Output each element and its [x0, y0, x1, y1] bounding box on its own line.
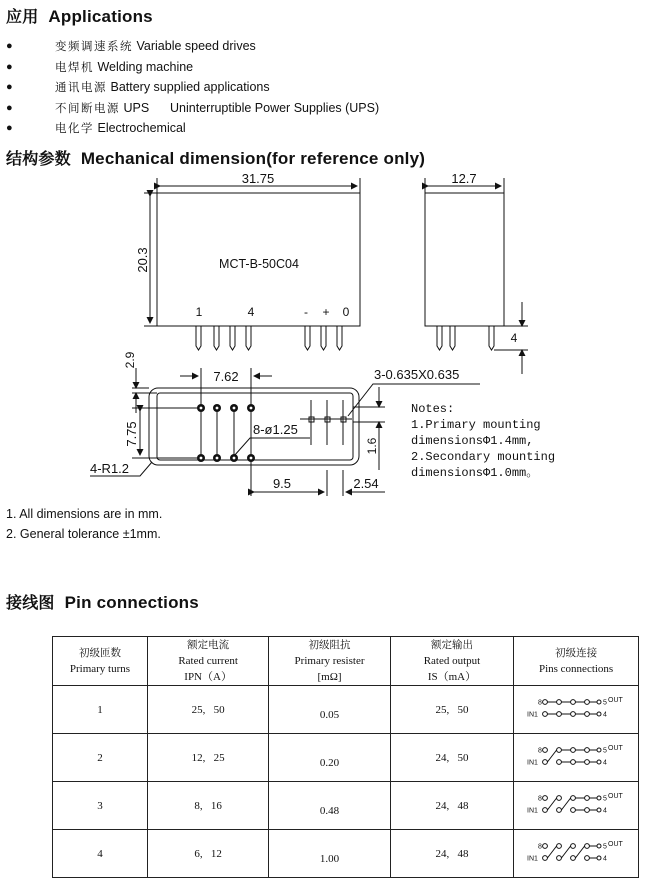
pin-text: 4: [603, 711, 607, 719]
table-cell-pins: [514, 734, 639, 782]
dimension-notes: [6, 504, 162, 544]
pins-heading: [6, 590, 199, 613]
pin-circle: [557, 712, 562, 717]
applications-heading: [6, 4, 153, 27]
table-row: [53, 734, 639, 782]
pin-circle: [557, 760, 562, 765]
mounting-holes: [197, 404, 255, 462]
small-pins-callout: 3-0.635X0.635: [374, 367, 460, 382]
pin-text: IN1: [527, 711, 538, 719]
table-cell-current: 6, 12: [147, 830, 268, 878]
pin-label: 4: [247, 305, 255, 319]
pin-text: OUT: [608, 745, 623, 752]
pin-text: IN1: [527, 855, 538, 863]
mechanical-drawing: [0, 170, 649, 500]
table-row: [53, 782, 639, 830]
table-cell-current: 25, 50: [147, 686, 268, 734]
pins-heading-cn: 接线图: [6, 593, 55, 612]
pin-circle: [543, 760, 548, 765]
table-cell-output: 25, 50: [390, 686, 513, 734]
applications-heading-cn: 应用: [6, 7, 39, 26]
pin-circle: [571, 760, 576, 765]
pin-circle: [543, 712, 548, 717]
note-line: 1.Primary mounting: [411, 418, 541, 432]
pin-circle: [557, 748, 562, 753]
pin-circle: [571, 856, 576, 861]
pin-diagram-icon: [521, 791, 631, 817]
table-cell-current: 12, 25: [147, 734, 268, 782]
table-cell-output: 24, 48: [390, 830, 513, 878]
table-cell-resist: 0.05: [269, 686, 390, 734]
pin-circle: [571, 748, 576, 753]
mechanical-heading: [6, 146, 425, 169]
bullet-icon: ●: [6, 81, 13, 93]
pin-circle: [571, 700, 576, 705]
pin-link: [561, 798, 570, 810]
front-view-pins: [196, 326, 342, 350]
table-cell-pins: [514, 782, 639, 830]
column-header: [514, 637, 639, 686]
column-header-unit: IPN（A）: [184, 671, 232, 683]
pin-circle: [543, 796, 548, 801]
pin-circle: [543, 808, 548, 813]
mechanical-heading-en: Mechanical dimension(for reference only): [80, 149, 426, 168]
pin-text: 8: [538, 699, 542, 707]
pin-text: 4: [603, 759, 607, 767]
application-en: UPS Uninterruptible Power Supplies (UPS): [123, 100, 380, 115]
pin-text: 4: [603, 807, 607, 815]
application-en: Electrochemical: [97, 121, 186, 135]
pin-circle: [557, 700, 562, 705]
note-line: 2.Secondary mounting: [411, 450, 556, 464]
applications-heading-en: Applications: [48, 7, 153, 26]
side-view-body: [425, 193, 504, 326]
application-cn: 不间断电源: [55, 100, 120, 115]
pin-length-dimension: 4: [510, 331, 518, 345]
table-cell-pins: [514, 686, 639, 734]
pin-circle: [571, 796, 576, 801]
pin-text: 4: [603, 855, 607, 863]
column-header-cn: 额定输出: [430, 639, 473, 651]
column-header-en: Rated output: [423, 655, 481, 667]
application-cn: 通讯电源: [55, 80, 107, 94]
pin-circle: [585, 760, 590, 765]
pin-circle: [585, 700, 590, 705]
pin-circle: [543, 856, 548, 861]
table-cell-output: 24, 50: [390, 734, 513, 782]
pin-text: IN1: [527, 807, 538, 815]
mechanical-heading-cn: 结构参数: [6, 149, 71, 168]
pin-circle: [585, 712, 590, 717]
pitch-x-dimension: 7.62: [213, 369, 239, 384]
bullet-icon: ●: [6, 122, 13, 134]
pin-circle: [557, 808, 562, 813]
pin-circle: [585, 856, 590, 861]
table-cell-turns: 2: [53, 734, 148, 782]
application-cn: 变频调速系统: [55, 39, 133, 53]
pin-link: [547, 798, 556, 810]
pin-label: 1: [195, 305, 203, 319]
pin-label: +: [322, 305, 330, 319]
table-cell-turns: 1: [53, 686, 148, 734]
application-en: Battery supplied applications: [110, 80, 270, 94]
pin-diagram-icon: [521, 839, 631, 865]
holes-callout: 8-ø1.25: [253, 422, 298, 437]
column-header-cn: 额定电流: [187, 639, 230, 651]
pin-diagram-icon: [521, 743, 631, 769]
model-label: MCT-B-50C04: [219, 257, 299, 271]
table-cell-turns: 4: [53, 830, 148, 878]
pin-circle: [585, 808, 590, 813]
column-header-cn: 初级匝数: [78, 647, 121, 659]
table-cell-turns: 3: [53, 782, 148, 830]
column-header-en: Rated current: [178, 655, 238, 667]
width-dimension: 31.75: [241, 171, 275, 186]
pin-text: 5: [603, 795, 607, 803]
pin-text: 8: [538, 747, 542, 755]
pin-circle: [585, 796, 590, 801]
height-dimension: 20.3: [135, 247, 150, 273]
pin-circle: [543, 700, 548, 705]
pin-link: [547, 750, 556, 762]
dimension-note: 1. All dimensions are in mm.: [6, 507, 163, 521]
pin-circle: [571, 712, 576, 717]
table-cell-current: 8, 16: [147, 782, 268, 830]
application-cn: 电化学: [55, 121, 94, 135]
column-header-unit: [mΩ]: [317, 671, 342, 683]
column-header: [147, 637, 268, 686]
pin-connections-table: [52, 636, 639, 878]
pin-circle: [557, 796, 562, 801]
note-line: dimensionsΦ1.4mm,: [411, 434, 534, 448]
column-header-cn: 初级阻抗: [308, 639, 351, 651]
column-header-en: Primary resister: [294, 655, 365, 667]
bullet-icon: ●: [6, 60, 13, 73]
table-cell-output: 24, 48: [390, 782, 513, 830]
pin-circle: [543, 748, 548, 753]
pins-heading-en: Pin connections: [64, 593, 199, 612]
pin-text: 5: [603, 699, 607, 707]
dim-1-6: 1.6: [365, 437, 379, 455]
table-row: [53, 830, 639, 878]
pin-text: OUT: [608, 697, 623, 704]
column-header-en: Primary turns: [69, 663, 131, 675]
pin-label: -: [304, 305, 308, 319]
column-header-en: Pins connections: [538, 663, 614, 675]
depth-dimension: 12.7: [451, 171, 477, 186]
notes-title: Notes:: [411, 402, 455, 416]
standoff-dimension: 2.9: [123, 351, 137, 369]
table-cell-pins: [514, 830, 639, 878]
column-header: [53, 637, 148, 686]
table-header-row: [53, 637, 639, 686]
corner-radius-callout: 4-R1.2: [90, 461, 130, 476]
bullet-icon: ●: [6, 40, 13, 52]
column-header: [269, 637, 390, 686]
dimension-note: 2. General tolerance ±1mm.: [6, 527, 161, 541]
table-row: [53, 686, 639, 734]
pin-text: OUT: [608, 841, 623, 848]
note-line: dimensionsΦ1.0mm。: [411, 466, 539, 480]
pin-circle: [585, 748, 590, 753]
pin-label: 0: [342, 305, 350, 319]
column-header-cn: 初级连接: [555, 647, 598, 659]
pin-diagram-icon: [521, 695, 631, 721]
application-en: Welding machine: [97, 59, 194, 74]
pin-circle: [557, 856, 562, 861]
application-en: Variable speed drives: [136, 39, 256, 53]
dim-9-5: 9.5: [272, 476, 292, 491]
table-cell-resist: 1.00: [269, 830, 390, 878]
table-cell-resist: 0.20: [269, 734, 390, 782]
application-cn: 电焊机: [55, 59, 94, 74]
pin-circle: [571, 808, 576, 813]
pin-text: 5: [603, 747, 607, 755]
pitch-y-dimension: 7.75: [124, 421, 139, 447]
pin-text: IN1: [527, 759, 538, 767]
pin-text: 8: [538, 843, 542, 851]
table-cell-resist: 0.48: [269, 782, 390, 830]
column-header-unit: IS（mA）: [427, 671, 477, 683]
dim-2-54: 2.54: [353, 476, 379, 491]
column-header: [390, 637, 513, 686]
pin-text: OUT: [608, 793, 623, 800]
pin-text: 8: [538, 795, 542, 803]
bullet-icon: ●: [6, 101, 13, 114]
pin-text: 5: [603, 843, 607, 851]
